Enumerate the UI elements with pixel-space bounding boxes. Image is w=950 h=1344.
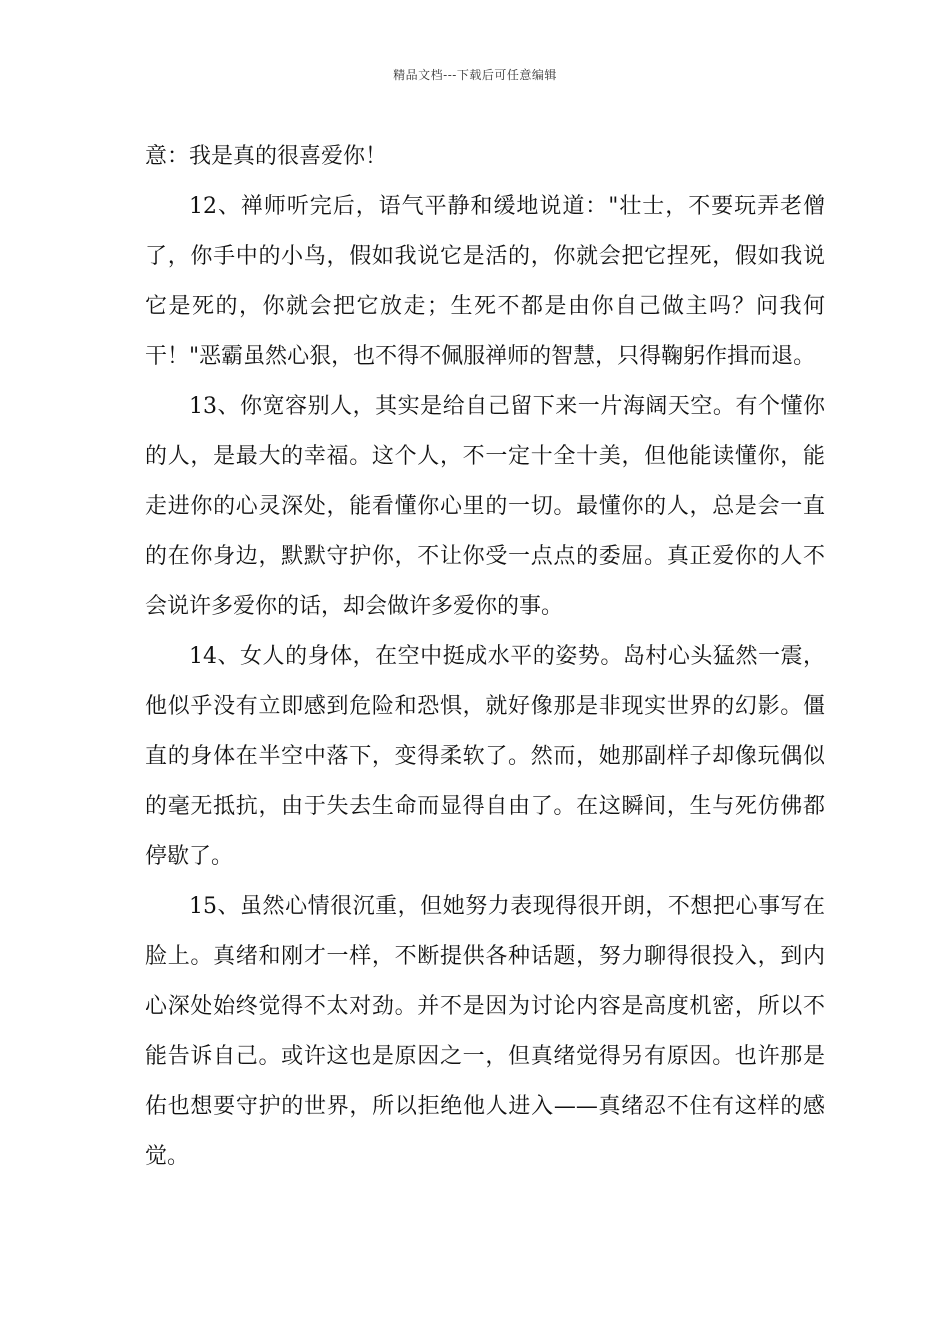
paragraph-13: 13、你宽容别人，其实是给自己留下来一片海阔天空。有个懂你的人，是最大的幸福。这个人，不一定十全十美，但他能读懂你，能走进你的心灵深处，能看懂你心里的一切。最懂你的人，总是会一直的在你身边，默默守护你，不让你受一点点的委屈。真正爱你的人不会说许多爱你的话，却会做许多爱你的事。	[145, 394, 825, 619]
paragraph-14: 14、女人的身体，在空中挺成水平的姿势。岛村心头猛然一震，他似乎没有立即感到危险和恐惧，就好像那是非现实世界的幻影。僵直的身体在半空中落下，变得柔软了。然而，她那副样子却像玩偶似的毫无抵抗，由于失去生命而显得自由了。在这瞬间，生与死仿佛都停歇了。	[145, 644, 825, 869]
paragraph-12: 12、禅师听完后，语气平静和缓地说道："壮士，不要玩弄老僧了，你手中的小鸟，假如我说它是活的，你就会把它捏死，假如我说它是死的，你就会把它放走；生死不都是由你自己做主吗？问我何干！"恶霸虽然心狠，也不得不佩服禅师的智慧，只得鞠躬作揖而退。	[145, 194, 825, 369]
paragraph-15: 15、虽然心情很沉重，但她努力表现得很开朗，不想把心事写在脸上。真绪和刚才一样，不断提供各种话题，努力聊得很投入，到内心深处始终觉得不太对劲。并不是因为讨论内容是高度机密，所以不能告诉自己。或许这也是原因之一，但真绪觉得另有原因。也许那是佑也想要守护的世界，所以拒绝他人进入——真绪忍不住有这样的感觉。	[145, 894, 825, 1169]
paragraph-continuation: 意：我是真的很喜爱你！	[145, 144, 388, 169]
document-body	[145, 132, 825, 1182]
page-header: 精品文档---下载后可任意编辑	[393, 68, 557, 82]
